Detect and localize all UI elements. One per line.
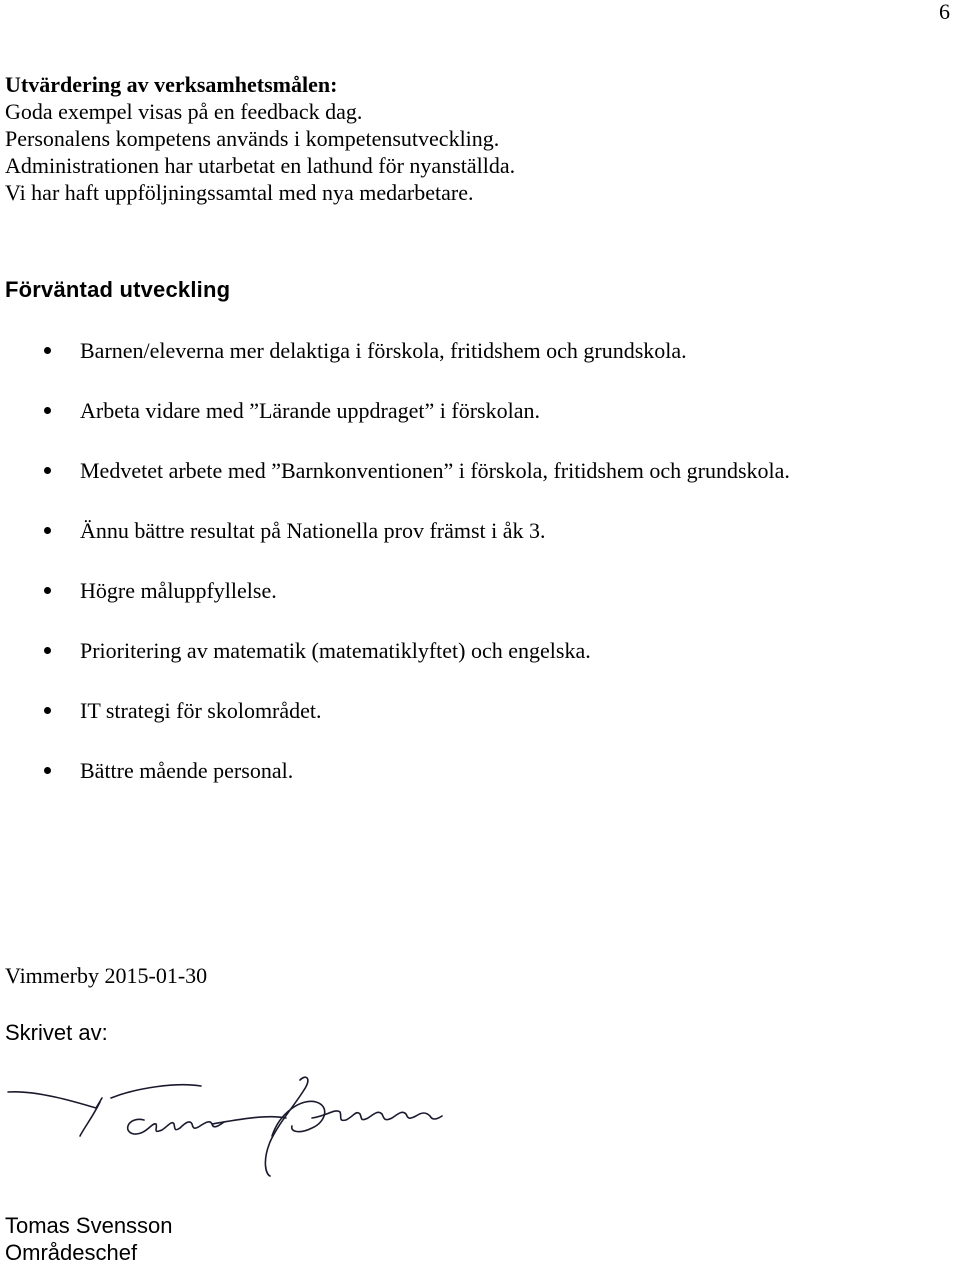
bullet-icon <box>44 467 51 474</box>
list-item-text: Arbeta vidare med ”Lärande uppdraget” i förskolan. <box>80 398 540 423</box>
evaluation-line: Administrationen har utarbetat en lathund för nyanställda. <box>5 153 516 178</box>
expected-development-list <box>0 337 790 817</box>
expected-development-heading: Förväntad utveckling <box>5 277 231 302</box>
list-item-text: Högre måluppfyllelse. <box>80 578 277 603</box>
author-block <box>5 1212 173 1266</box>
list-item <box>0 637 790 697</box>
page-number: 6 <box>939 0 950 24</box>
list-item-text: Prioritering av matematik (matematiklyftet) och engelska. <box>80 638 591 663</box>
list-item-text: Barnen/eleverna mer delaktiga i förskola, fritidshem och grundskola. <box>80 338 687 363</box>
bullet-icon <box>44 407 51 414</box>
bullet-icon <box>44 587 51 594</box>
signature-image <box>6 1072 446 1182</box>
evaluation-line: Personalens kompetens används i kompetensutveckling. <box>5 126 500 151</box>
bullet-icon <box>44 707 51 714</box>
list-item-text: IT strategi för skolområdet. <box>80 698 322 723</box>
bullet-icon <box>44 647 51 654</box>
place-date: Vimmerby 2015-01-30 <box>5 963 208 988</box>
evaluation-line: Goda exempel visas på en feedback dag. <box>5 99 363 124</box>
list-item-text: Medvetet arbete med ”Barnkonventionen” i förskola, fritidshem och grundskola. <box>80 458 790 483</box>
bullet-icon <box>44 767 51 774</box>
author-title: Områdeschef <box>5 1240 138 1265</box>
evaluation-line: Vi har haft uppföljningssamtal med nya medarbetare. <box>5 180 474 205</box>
bullet-icon <box>44 347 51 354</box>
list-item <box>0 697 790 757</box>
list-item-text: Bättre mående personal. <box>80 758 294 783</box>
list-item-text: Ännu bättre resultat på Nationella prov främst i åk 3. <box>80 518 546 543</box>
evaluation-heading: Utvärdering av verksamhetsmålen: <box>5 72 338 97</box>
list-item <box>0 757 790 817</box>
evaluation-section <box>5 71 515 206</box>
list-item <box>0 517 790 577</box>
list-item <box>0 577 790 637</box>
written-by-label: Skrivet av: <box>5 1020 108 1045</box>
list-item <box>0 457 790 517</box>
bullet-icon <box>44 527 51 534</box>
author-name: Tomas Svensson <box>5 1213 173 1238</box>
list-item <box>0 337 790 397</box>
list-item <box>0 397 790 457</box>
